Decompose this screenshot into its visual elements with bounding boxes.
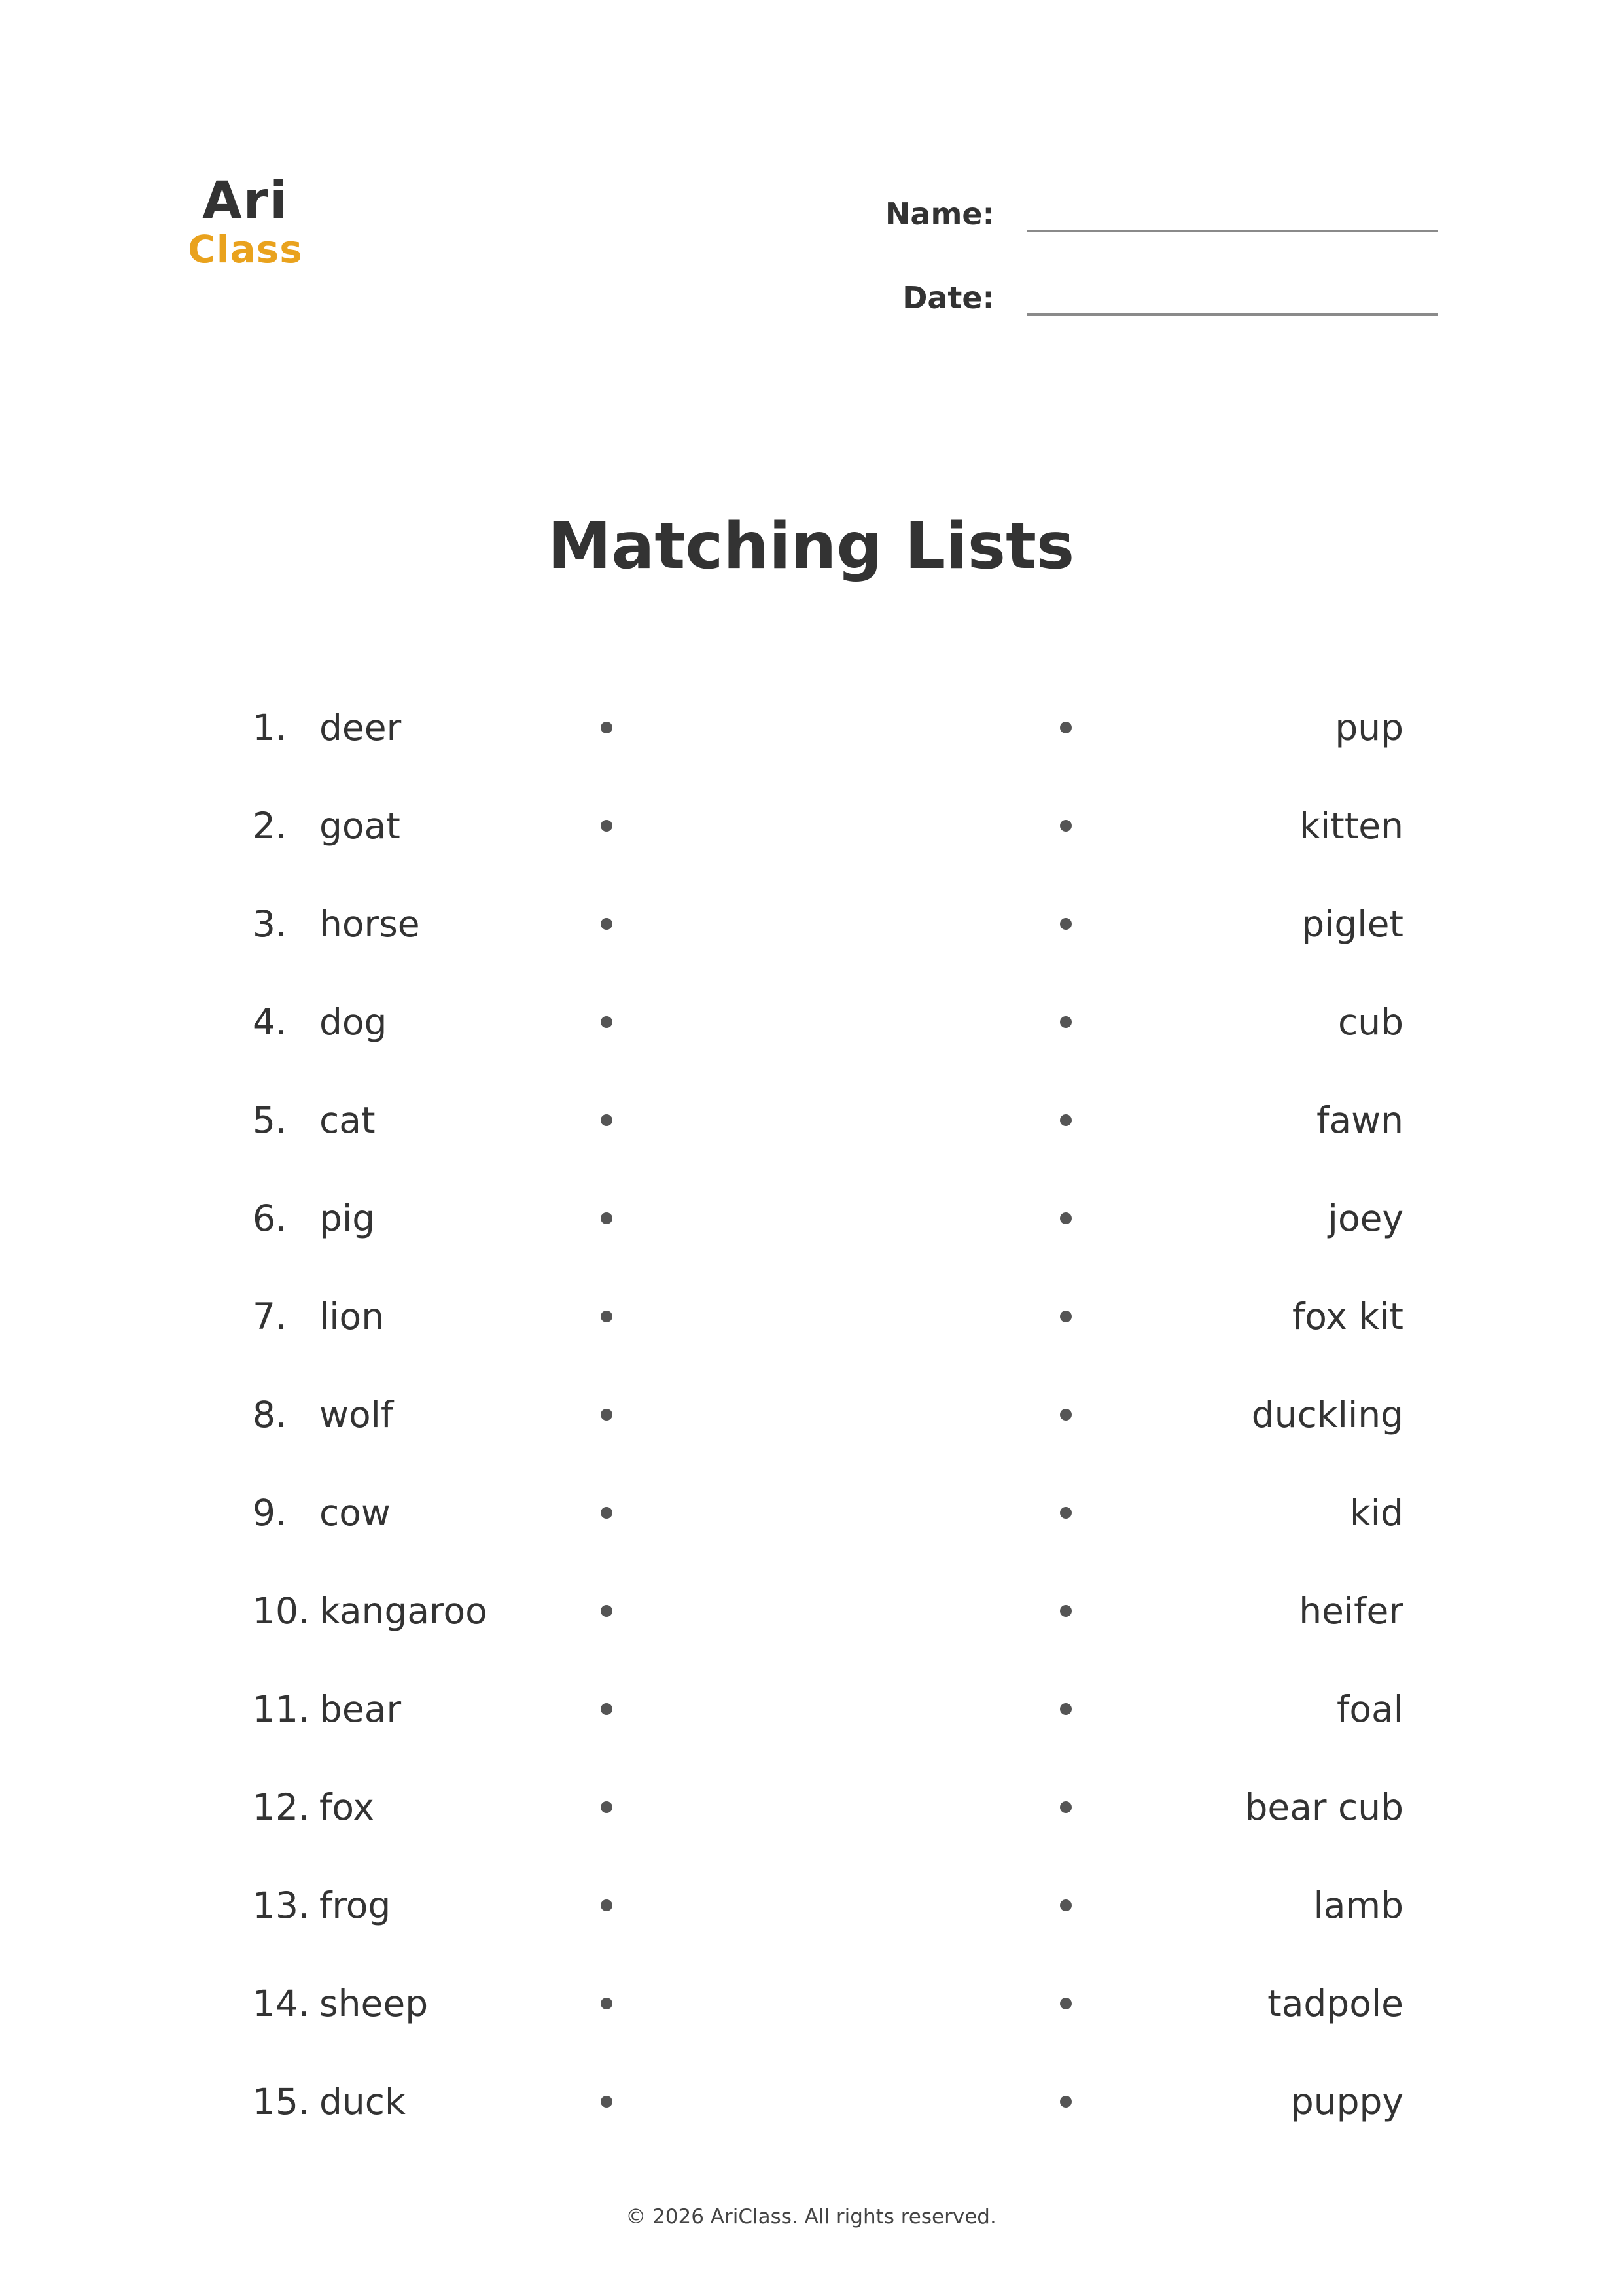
item-number: 5.: [253, 1099, 287, 1141]
left-word: frog: [319, 1884, 391, 1926]
item-number: 10.: [253, 1590, 310, 1632]
left-connector-dot[interactable]: [601, 1801, 612, 1813]
matching-row-11: [0, 1683, 1622, 1735]
matching-row-6: [0, 1192, 1622, 1245]
right-word: tadpole: [1267, 1983, 1403, 2024]
left-word: lion: [319, 1296, 385, 1337]
right-connector-dot[interactable]: [1060, 1212, 1072, 1224]
item-number: 12.: [253, 1786, 310, 1828]
matching-row-13: [0, 1879, 1622, 1932]
left-connector-dot[interactable]: [601, 1114, 612, 1126]
item-number: 4.: [253, 1001, 287, 1043]
left-connector-dot[interactable]: [601, 1507, 612, 1519]
left-word: pig: [319, 1197, 376, 1239]
date-field[interactable]: [1027, 313, 1438, 316]
left-connector-dot[interactable]: [601, 1016, 612, 1028]
left-word: deer: [319, 707, 402, 749]
matching-row-15: [0, 2075, 1622, 2128]
logo-top-text: Ari: [202, 171, 289, 230]
right-word: kid: [1349, 1492, 1403, 1534]
right-connector-dot[interactable]: [1060, 722, 1072, 733]
right-connector-dot[interactable]: [1060, 1899, 1072, 1911]
left-word: sheep: [319, 1983, 429, 2024]
matching-row-4: [0, 996, 1622, 1048]
right-word: piglet: [1301, 903, 1403, 945]
left-connector-dot[interactable]: [601, 918, 612, 930]
left-word: goat: [319, 805, 400, 847]
item-number: 3.: [253, 903, 287, 945]
right-connector-dot[interactable]: [1060, 1409, 1072, 1421]
left-connector-dot[interactable]: [601, 820, 612, 832]
left-word: cat: [319, 1099, 376, 1141]
right-word: pup: [1335, 707, 1403, 749]
date-label: Date:: [902, 280, 995, 315]
right-word: fox kit: [1292, 1296, 1403, 1337]
right-connector-dot[interactable]: [1060, 820, 1072, 832]
right-connector-dot[interactable]: [1060, 1605, 1072, 1617]
right-connector-dot[interactable]: [1060, 1703, 1072, 1715]
left-word: kangaroo: [319, 1590, 487, 1632]
item-number: 15.: [253, 2081, 310, 2123]
left-word: horse: [319, 903, 420, 945]
ariclass-logo: [183, 171, 308, 272]
right-word: fawn: [1316, 1099, 1403, 1141]
name-label: Name:: [885, 196, 995, 232]
left-connector-dot[interactable]: [601, 1899, 612, 1911]
matching-row-8: [0, 1388, 1622, 1441]
item-number: 8.: [253, 1394, 287, 1436]
item-number: 1.: [253, 707, 287, 749]
matching-row-2: [0, 800, 1622, 852]
right-word: puppy: [1290, 2081, 1403, 2123]
matching-row-5: [0, 1094, 1622, 1146]
right-word: kitten: [1299, 805, 1403, 847]
right-word: foal: [1337, 1688, 1403, 1730]
left-word: dog: [319, 1001, 387, 1043]
right-connector-dot[interactable]: [1060, 1507, 1072, 1519]
left-connector-dot[interactable]: [601, 1998, 612, 2009]
left-connector-dot[interactable]: [601, 1311, 612, 1322]
item-number: 2.: [253, 805, 287, 847]
left-word: fox: [319, 1786, 374, 1828]
logo-bottom-text: Class: [188, 227, 303, 272]
right-word: lamb: [1313, 1884, 1403, 1926]
right-word: joey: [1328, 1197, 1403, 1239]
item-number: 7.: [253, 1296, 287, 1337]
left-connector-dot[interactable]: [601, 1409, 612, 1421]
left-connector-dot[interactable]: [601, 1605, 612, 1617]
item-number: 13.: [253, 1884, 310, 1926]
item-number: 9.: [253, 1492, 287, 1534]
right-word: cub: [1337, 1001, 1403, 1043]
matching-row-3: [0, 898, 1622, 950]
item-number: 6.: [253, 1197, 287, 1239]
right-connector-dot[interactable]: [1060, 1114, 1072, 1126]
right-word: duckling: [1251, 1394, 1403, 1436]
page-title: Matching Lists: [547, 509, 1075, 584]
left-word: cow: [319, 1492, 391, 1534]
right-connector-dot[interactable]: [1060, 2096, 1072, 2108]
right-connector-dot[interactable]: [1060, 1801, 1072, 1813]
left-connector-dot[interactable]: [601, 1703, 612, 1715]
right-connector-dot[interactable]: [1060, 918, 1072, 930]
item-number: 11.: [253, 1688, 310, 1730]
left-word: duck: [319, 2081, 406, 2123]
right-word: bear cub: [1244, 1786, 1403, 1828]
left-word: bear: [319, 1688, 402, 1730]
right-connector-dot[interactable]: [1060, 1998, 1072, 2009]
matching-row-7: [0, 1290, 1622, 1343]
left-connector-dot[interactable]: [601, 722, 612, 733]
item-number: 14.: [253, 1983, 310, 2024]
matching-row-9: [0, 1487, 1622, 1539]
left-connector-dot[interactable]: [601, 1212, 612, 1224]
left-word: wolf: [319, 1394, 394, 1436]
right-connector-dot[interactable]: [1060, 1016, 1072, 1028]
right-connector-dot[interactable]: [1060, 1311, 1072, 1322]
matching-row-1: [0, 701, 1622, 754]
name-field[interactable]: [1027, 230, 1438, 232]
left-connector-dot[interactable]: [601, 2096, 612, 2108]
matching-row-12: [0, 1781, 1622, 1833]
right-word: heifer: [1299, 1590, 1403, 1632]
matching-row-14: [0, 1977, 1622, 2030]
matching-row-10: [0, 1585, 1622, 1637]
copyright-footer: © 2026 AriClass. All rights reserved.: [626, 2205, 996, 2229]
